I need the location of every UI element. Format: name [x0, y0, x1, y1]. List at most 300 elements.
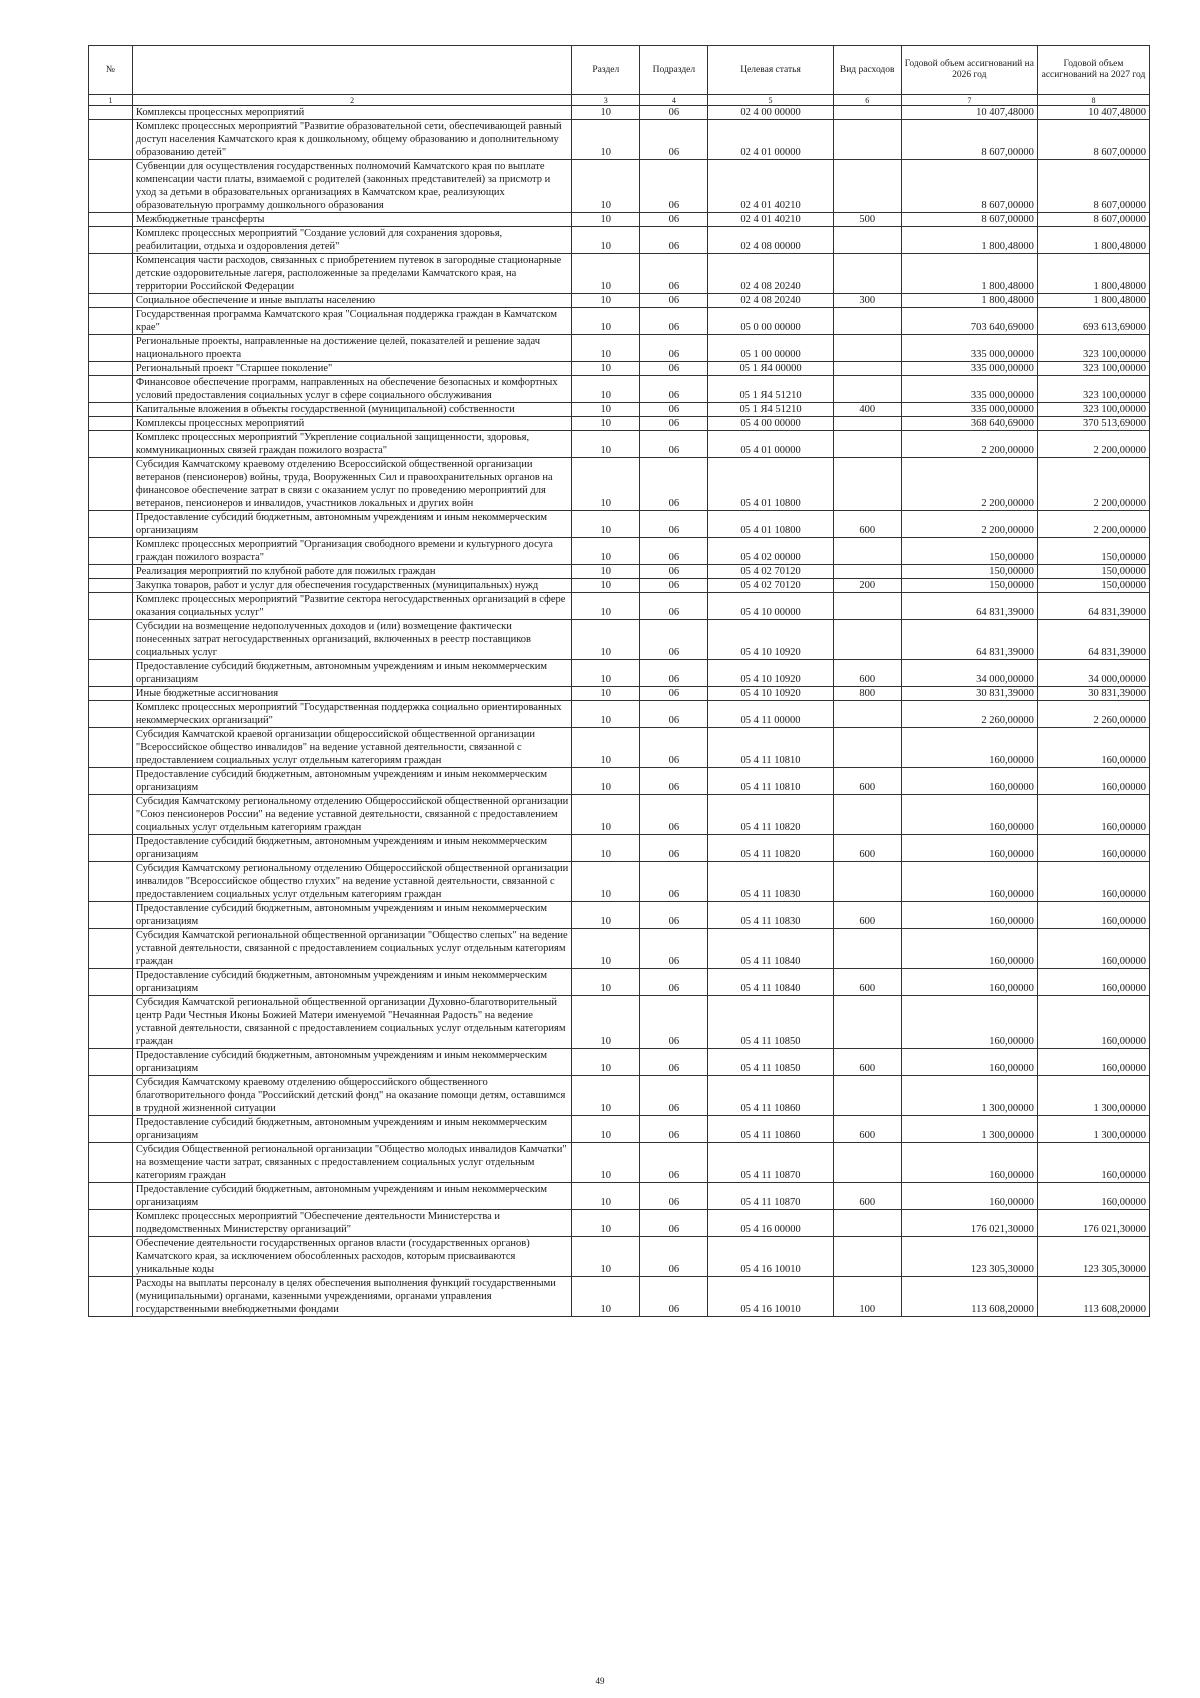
row-subsection: 06	[640, 1183, 708, 1210]
row-name: Предоставление субсидий бюджетным, автономным учреждениям и иным некоммерческим организациям	[132, 1116, 571, 1143]
row-amount-2026: 1 300,00000	[901, 1076, 1037, 1116]
row-section: 10	[572, 1143, 640, 1183]
row-amount-2027: 64 831,39000	[1037, 593, 1149, 620]
budget-sheet	[88, 45, 1150, 1690]
row-subsection: 06	[640, 862, 708, 902]
row-amount-2027: 176 021,30000	[1037, 1210, 1149, 1237]
table-row	[89, 579, 1150, 593]
row-exptype: 300	[833, 294, 901, 308]
row-section: 10	[572, 795, 640, 835]
row-subsection: 06	[640, 403, 708, 417]
row-target: 05 4 10 00000	[708, 593, 833, 620]
row-no	[89, 1277, 133, 1317]
row-amount-2027: 2 200,00000	[1037, 458, 1149, 511]
header-exptype: Вид расходов	[833, 46, 901, 95]
row-exptype	[833, 458, 901, 511]
row-amount-2027: 370 513,69000	[1037, 417, 1149, 431]
row-target: 05 4 10 10920	[708, 687, 833, 701]
row-name: Комплекс процессных мероприятий "Создание условий для сохранения здоровья, реабилитации, отдыха и оздоровления детей"	[132, 227, 571, 254]
row-amount-2026: 1 800,48000	[901, 294, 1037, 308]
row-section: 10	[572, 362, 640, 376]
row-name: Комплекс процессных мероприятий "Развитие образовательной сети, обеспечивающей равный доступ населения Камчатского края к дошкольному, общему образованию и дополнительному образованию детей"	[132, 120, 571, 160]
row-amount-2026: 160,00000	[901, 969, 1037, 996]
row-subsection: 06	[640, 308, 708, 335]
row-name: Предоставление субсидий бюджетным, автономным учреждениям и иным некоммерческим организациям	[132, 835, 571, 862]
table-row	[89, 620, 1150, 660]
row-amount-2027: 160,00000	[1037, 969, 1149, 996]
row-exptype	[833, 227, 901, 254]
row-target: 05 4 16 10010	[708, 1237, 833, 1277]
row-amount-2026: 1 800,48000	[901, 254, 1037, 294]
row-section: 10	[572, 701, 640, 728]
table-row	[89, 403, 1150, 417]
row-amount-2026: 150,00000	[901, 579, 1037, 593]
row-no	[89, 106, 133, 120]
budget-table	[88, 45, 1150, 1317]
row-name: Субсидия Камчатскому региональному отделению Общероссийской общественной организации инвалидов "Всероссийское общество глухих" на ведение уставной деятельности, связанной с предоставлением социальных услуг отдельным категориям граждан	[132, 862, 571, 902]
row-no	[89, 511, 133, 538]
row-amount-2026: 150,00000	[901, 538, 1037, 565]
table-row	[89, 294, 1150, 308]
row-exptype	[833, 254, 901, 294]
column-number: 5	[708, 95, 833, 106]
table-row	[89, 120, 1150, 160]
row-subsection: 06	[640, 660, 708, 687]
row-name: Комплексы процессных мероприятий	[132, 106, 571, 120]
row-name: Комплексы процессных мероприятий	[132, 417, 571, 431]
row-amount-2027: 10 407,48000	[1037, 106, 1149, 120]
row-subsection: 06	[640, 538, 708, 565]
row-name: Государственная программа Камчатского края "Социальная поддержка граждан в Камчатском крае"	[132, 308, 571, 335]
row-subsection: 06	[640, 969, 708, 996]
row-target: 05 4 11 10860	[708, 1116, 833, 1143]
row-exptype	[833, 431, 901, 458]
row-subsection: 06	[640, 254, 708, 294]
table-row	[89, 431, 1150, 458]
row-amount-2027: 160,00000	[1037, 768, 1149, 795]
header-2027: Годовой объем ассигнований на 2027 год	[1037, 46, 1149, 95]
row-no	[89, 969, 133, 996]
table-row	[89, 565, 1150, 579]
row-name: Реализация мероприятий по клубной работе для пожилых граждан	[132, 565, 571, 579]
table-row	[89, 1116, 1150, 1143]
row-exptype: 600	[833, 969, 901, 996]
row-name: Комплекс процессных мероприятий "Государственная поддержка социально ориентированных некоммерческих организаций"	[132, 701, 571, 728]
row-target: 05 4 01 00000	[708, 431, 833, 458]
header-row	[89, 46, 1150, 95]
row-name: Комплекс процессных мероприятий "Укрепление социальной защищенности, здоровья, коммуникационных связей граждан пожилого возраста"	[132, 431, 571, 458]
row-amount-2027: 160,00000	[1037, 728, 1149, 768]
row-no	[89, 593, 133, 620]
table-row	[89, 335, 1150, 362]
row-name: Региональный проект "Старшее поколение"	[132, 362, 571, 376]
table-row	[89, 701, 1150, 728]
table-row	[89, 458, 1150, 511]
row-section: 10	[572, 1183, 640, 1210]
row-exptype: 500	[833, 213, 901, 227]
row-subsection: 06	[640, 417, 708, 431]
column-number: 7	[901, 95, 1037, 106]
row-exptype	[833, 120, 901, 160]
row-no	[89, 227, 133, 254]
row-subsection: 06	[640, 1116, 708, 1143]
row-target: 02 4 01 40210	[708, 213, 833, 227]
row-amount-2026: 160,00000	[901, 1049, 1037, 1076]
row-amount-2026: 335 000,00000	[901, 376, 1037, 403]
row-amount-2027: 160,00000	[1037, 862, 1149, 902]
row-no	[89, 362, 133, 376]
row-no	[89, 1210, 133, 1237]
row-amount-2026: 1 300,00000	[901, 1116, 1037, 1143]
row-amount-2026: 160,00000	[901, 1143, 1037, 1183]
row-target: 05 4 10 10920	[708, 620, 833, 660]
row-subsection: 06	[640, 362, 708, 376]
table-row	[89, 1076, 1150, 1116]
row-no	[89, 902, 133, 929]
row-no	[89, 294, 133, 308]
row-target: 05 4 02 00000	[708, 538, 833, 565]
row-amount-2027: 323 100,00000	[1037, 362, 1149, 376]
row-subsection: 06	[640, 728, 708, 768]
row-target: 05 1 Я4 00000	[708, 362, 833, 376]
table-row	[89, 308, 1150, 335]
row-subsection: 06	[640, 902, 708, 929]
row-exptype	[833, 565, 901, 579]
row-subsection: 06	[640, 1143, 708, 1183]
row-exptype: 600	[833, 902, 901, 929]
row-subsection: 06	[640, 376, 708, 403]
row-section: 10	[572, 213, 640, 227]
row-exptype: 100	[833, 1277, 901, 1317]
row-amount-2026: 8 607,00000	[901, 213, 1037, 227]
row-section: 10	[572, 835, 640, 862]
row-amount-2026: 160,00000	[901, 835, 1037, 862]
row-amount-2027: 30 831,39000	[1037, 687, 1149, 701]
row-target: 05 4 11 10830	[708, 862, 833, 902]
row-target: 02 4 08 20240	[708, 294, 833, 308]
row-amount-2026: 30 831,39000	[901, 687, 1037, 701]
table-row	[89, 376, 1150, 403]
row-target: 05 1 00 00000	[708, 335, 833, 362]
row-exptype: 400	[833, 403, 901, 417]
row-name: Предоставление субсидий бюджетным, автономным учреждениям и иным некоммерческим организациям	[132, 1049, 571, 1076]
row-name: Обеспечение деятельности государственных органов власти (государственных органов) Камчатского края, за исключением обособленных расходов, которым присваиваются уникальные коды	[132, 1237, 571, 1277]
page-number: 49	[595, 1676, 605, 1686]
row-exptype	[833, 376, 901, 403]
row-name: Субсидия Камчатскому краевому отделению общероссийского общественного благотворительного фонда "Российский детский фонд" на оказание помощи детям, оставшимся в трудной жизненной ситуации	[132, 1076, 571, 1116]
row-amount-2027: 160,00000	[1037, 902, 1149, 929]
table-row	[89, 227, 1150, 254]
row-amount-2027: 323 100,00000	[1037, 376, 1149, 403]
row-exptype	[833, 1143, 901, 1183]
row-section: 10	[572, 106, 640, 120]
row-amount-2027: 1 300,00000	[1037, 1076, 1149, 1116]
row-name: Капитальные вложения в объекты государственной (муниципальной) собственности	[132, 403, 571, 417]
row-amount-2027: 2 260,00000	[1037, 701, 1149, 728]
table-row	[89, 160, 1150, 213]
row-exptype: 600	[833, 1049, 901, 1076]
row-subsection: 06	[640, 213, 708, 227]
row-amount-2026: 10 407,48000	[901, 106, 1037, 120]
row-amount-2026: 335 000,00000	[901, 362, 1037, 376]
row-section: 10	[572, 417, 640, 431]
row-exptype	[833, 1076, 901, 1116]
row-name: Предоставление субсидий бюджетным, автономным учреждениям и иным некоммерческим организациям	[132, 1183, 571, 1210]
table-row	[89, 1210, 1150, 1237]
row-subsection: 06	[640, 511, 708, 538]
table-row	[89, 795, 1150, 835]
row-exptype: 600	[833, 1116, 901, 1143]
row-exptype	[833, 728, 901, 768]
table-row	[89, 1143, 1150, 1183]
row-no	[89, 335, 133, 362]
table-row	[89, 862, 1150, 902]
row-no	[89, 538, 133, 565]
row-amount-2026: 160,00000	[901, 862, 1037, 902]
row-target: 05 4 11 10810	[708, 728, 833, 768]
row-exptype: 600	[833, 511, 901, 538]
row-no	[89, 579, 133, 593]
row-no	[89, 862, 133, 902]
row-amount-2027: 160,00000	[1037, 996, 1149, 1049]
row-no	[89, 431, 133, 458]
row-amount-2026: 123 305,30000	[901, 1237, 1037, 1277]
row-section: 10	[572, 511, 640, 538]
row-exptype	[833, 538, 901, 565]
row-exptype	[833, 701, 901, 728]
row-no	[89, 660, 133, 687]
row-amount-2027: 160,00000	[1037, 1143, 1149, 1183]
row-subsection: 06	[640, 1076, 708, 1116]
row-amount-2026: 34 000,00000	[901, 660, 1037, 687]
row-amount-2026: 335 000,00000	[901, 403, 1037, 417]
row-section: 10	[572, 403, 640, 417]
table-row	[89, 213, 1150, 227]
row-amount-2027: 1 300,00000	[1037, 1116, 1149, 1143]
row-section: 10	[572, 687, 640, 701]
row-section: 10	[572, 862, 640, 902]
row-amount-2026: 1 800,48000	[901, 227, 1037, 254]
table-row	[89, 996, 1150, 1049]
row-target: 05 0 00 00000	[708, 308, 833, 335]
row-exptype	[833, 1237, 901, 1277]
row-subsection: 06	[640, 106, 708, 120]
row-no	[89, 768, 133, 795]
row-name: Расходы на выплаты персоналу в целях обеспечения выполнения функций государственными (муниципальными) органами, казенными учреждениями, органами управления государственными внебюджетными фондами	[132, 1277, 571, 1317]
table-header	[89, 46, 1150, 106]
row-section: 10	[572, 308, 640, 335]
column-number: 6	[833, 95, 901, 106]
row-exptype	[833, 362, 901, 376]
row-no	[89, 687, 133, 701]
row-subsection: 06	[640, 579, 708, 593]
row-subsection: 06	[640, 120, 708, 160]
row-amount-2026: 150,00000	[901, 565, 1037, 579]
row-no	[89, 376, 133, 403]
row-no	[89, 417, 133, 431]
row-subsection: 06	[640, 458, 708, 511]
row-amount-2026: 703 640,69000	[901, 308, 1037, 335]
row-amount-2026: 160,00000	[901, 996, 1037, 1049]
row-target: 05 4 16 00000	[708, 1210, 833, 1237]
row-section: 10	[572, 120, 640, 160]
row-subsection: 06	[640, 701, 708, 728]
row-exptype: 600	[833, 1183, 901, 1210]
table-row	[89, 538, 1150, 565]
row-subsection: 06	[640, 335, 708, 362]
row-amount-2027: 693 613,69000	[1037, 308, 1149, 335]
row-target: 05 4 11 10830	[708, 902, 833, 929]
row-no	[89, 701, 133, 728]
row-subsection: 06	[640, 431, 708, 458]
column-number: 3	[572, 95, 640, 106]
row-section: 10	[572, 254, 640, 294]
row-target: 05 4 00 00000	[708, 417, 833, 431]
row-amount-2026: 8 607,00000	[901, 160, 1037, 213]
row-name: Субсидия Камчатскому региональному отделению Общероссийской общественной организации "Союз пенсионеров России" на ведение уставной деятельности, связанной с предоставлением социальных услуг отдельным категориям граждан	[132, 795, 571, 835]
row-subsection: 06	[640, 929, 708, 969]
row-subsection: 06	[640, 795, 708, 835]
row-subsection: 06	[640, 835, 708, 862]
row-no	[89, 458, 133, 511]
row-target: 05 4 11 00000	[708, 701, 833, 728]
row-amount-2026: 64 831,39000	[901, 593, 1037, 620]
row-section: 10	[572, 227, 640, 254]
column-number: 8	[1037, 95, 1149, 106]
row-subsection: 06	[640, 160, 708, 213]
row-amount-2027: 123 305,30000	[1037, 1237, 1149, 1277]
row-name: Предоставление субсидий бюджетным, автономным учреждениям и иным некоммерческим организациям	[132, 660, 571, 687]
row-amount-2027: 8 607,00000	[1037, 213, 1149, 227]
row-amount-2027: 323 100,00000	[1037, 403, 1149, 417]
row-exptype	[833, 620, 901, 660]
row-target: 02 4 01 40210	[708, 160, 833, 213]
row-exptype	[833, 862, 901, 902]
table-row	[89, 254, 1150, 294]
row-amount-2027: 160,00000	[1037, 1183, 1149, 1210]
row-amount-2027: 160,00000	[1037, 795, 1149, 835]
row-no	[89, 120, 133, 160]
row-subsection: 06	[640, 294, 708, 308]
row-amount-2027: 113 608,20000	[1037, 1277, 1149, 1317]
row-amount-2027: 1 800,48000	[1037, 254, 1149, 294]
row-section: 10	[572, 294, 640, 308]
row-exptype	[833, 996, 901, 1049]
row-exptype	[833, 160, 901, 213]
row-no	[89, 1116, 133, 1143]
table-row	[89, 417, 1150, 431]
row-target: 05 4 11 10870	[708, 1143, 833, 1183]
row-amount-2027: 323 100,00000	[1037, 335, 1149, 362]
table-row	[89, 1237, 1150, 1277]
header-target: Целевая статья	[708, 46, 833, 95]
header-no: №	[89, 46, 133, 95]
row-exptype	[833, 308, 901, 335]
row-amount-2026: 160,00000	[901, 902, 1037, 929]
row-amount-2027: 1 800,48000	[1037, 227, 1149, 254]
row-target: 02 4 08 20240	[708, 254, 833, 294]
row-target: 05 4 11 10840	[708, 929, 833, 969]
header-subsection: Подраздел	[640, 46, 708, 95]
row-no	[89, 996, 133, 1049]
row-section: 10	[572, 1237, 640, 1277]
column-number-row	[89, 95, 1150, 106]
row-subsection: 06	[640, 1237, 708, 1277]
header-2026: Годовой объем ассигнований на 2026 год	[901, 46, 1037, 95]
row-no	[89, 1183, 133, 1210]
row-target: 05 4 02 70120	[708, 565, 833, 579]
row-section: 10	[572, 458, 640, 511]
table-row	[89, 969, 1150, 996]
row-exptype	[833, 929, 901, 969]
row-amount-2027: 34 000,00000	[1037, 660, 1149, 687]
row-subsection: 06	[640, 565, 708, 579]
table-row	[89, 362, 1150, 376]
row-section: 10	[572, 660, 640, 687]
row-section: 10	[572, 996, 640, 1049]
row-section: 10	[572, 768, 640, 795]
header-name	[132, 46, 571, 95]
column-number: 1	[89, 95, 133, 106]
table-row	[89, 1277, 1150, 1317]
row-amount-2027: 64 831,39000	[1037, 620, 1149, 660]
row-name: Субсидия Камчатской региональной общественной организации Духовно-благотворительный центр Ради Честныя Иконы Божией Матери именуемой "Нечаянная Радость" на ведение уставной деятельности, связанной с предоставлением социальных услуг отдельным категориям граждан	[132, 996, 571, 1049]
row-section: 10	[572, 335, 640, 362]
table-row	[89, 687, 1150, 701]
column-number: 2	[132, 95, 571, 106]
row-no	[89, 1143, 133, 1183]
row-no	[89, 795, 133, 835]
table-row	[89, 768, 1150, 795]
row-target: 02 4 08 00000	[708, 227, 833, 254]
row-target: 05 4 11 10840	[708, 969, 833, 996]
table-row	[89, 593, 1150, 620]
row-name: Предоставление субсидий бюджетным, автономным учреждениям и иным некоммерческим организациям	[132, 969, 571, 996]
row-target: 05 4 11 10850	[708, 996, 833, 1049]
row-target: 05 4 16 10010	[708, 1277, 833, 1317]
row-exptype: 600	[833, 660, 901, 687]
row-target: 05 4 11 10850	[708, 1049, 833, 1076]
row-amount-2026: 113 608,20000	[901, 1277, 1037, 1317]
row-subsection: 06	[640, 1049, 708, 1076]
row-amount-2026: 8 607,00000	[901, 120, 1037, 160]
table-row	[89, 835, 1150, 862]
row-amount-2027: 150,00000	[1037, 579, 1149, 593]
row-amount-2026: 2 200,00000	[901, 458, 1037, 511]
row-section: 10	[572, 1076, 640, 1116]
row-amount-2026: 2 260,00000	[901, 701, 1037, 728]
row-subsection: 06	[640, 768, 708, 795]
row-no	[89, 1049, 133, 1076]
row-no	[89, 254, 133, 294]
row-no	[89, 728, 133, 768]
row-amount-2027: 160,00000	[1037, 1049, 1149, 1076]
row-no	[89, 1076, 133, 1116]
row-subsection: 06	[640, 996, 708, 1049]
row-subsection: 06	[640, 227, 708, 254]
row-section: 10	[572, 431, 640, 458]
row-amount-2026: 2 200,00000	[901, 511, 1037, 538]
row-section: 10	[572, 593, 640, 620]
table-row	[89, 929, 1150, 969]
row-no	[89, 620, 133, 660]
row-target: 05 4 11 10860	[708, 1076, 833, 1116]
row-section: 10	[572, 376, 640, 403]
row-name: Субсидия Камчатскому краевому отделению Всероссийской общественной организации ветеранов (пенсионеров) войны, труда, Вооруженных Сил и правоохранительных органов на финансовое обеспечение затрат в связи с оказанием услуг по проведению мероприятий для ветеранов, пенсионеров и инвалидов, участников локальных и других войн	[132, 458, 571, 511]
row-exptype: 600	[833, 768, 901, 795]
row-name: Социальное обеспечение и иные выплаты населению	[132, 294, 571, 308]
row-amount-2026: 176 021,30000	[901, 1210, 1037, 1237]
